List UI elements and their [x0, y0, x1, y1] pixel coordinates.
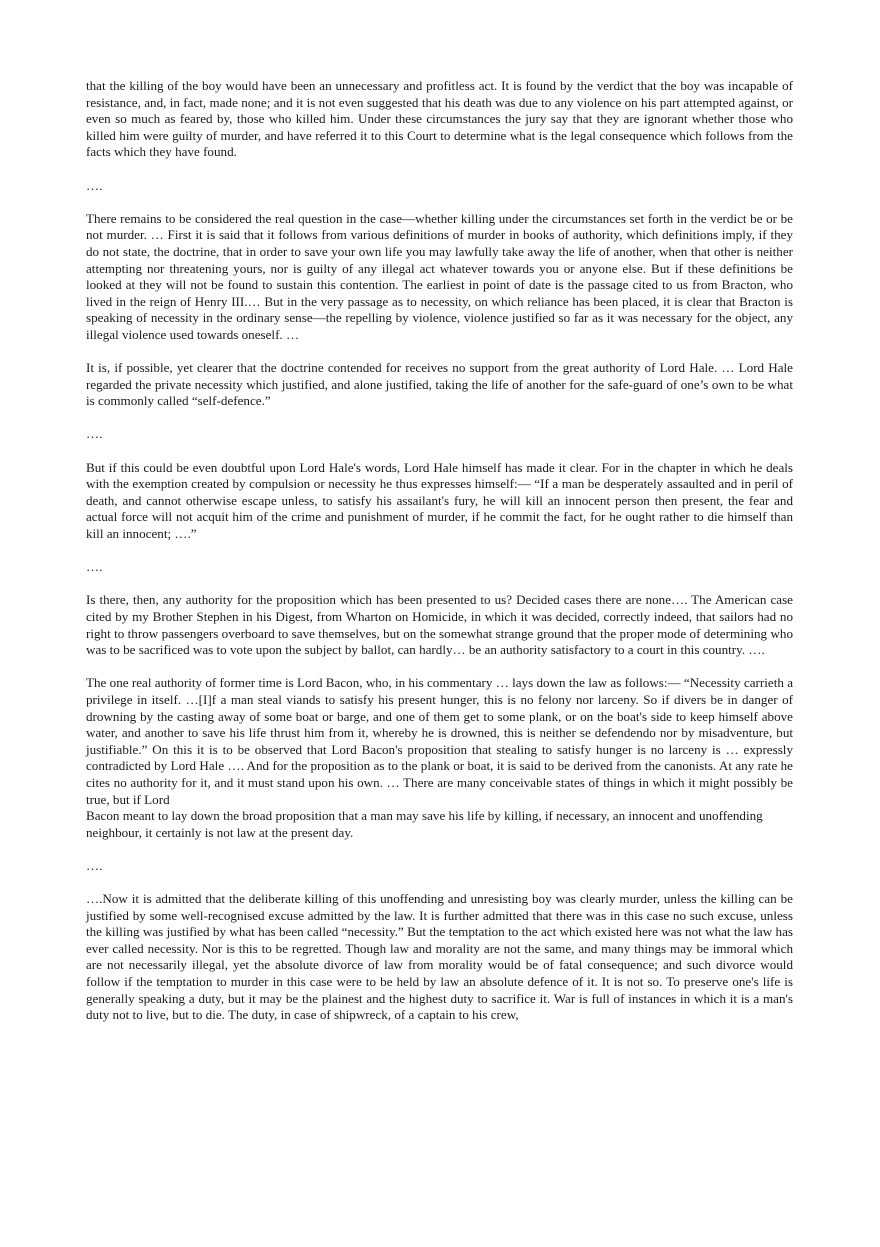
paragraph-authority: Is there, then, any authority for the proposition which has been presented to us? Decided cases there are none…. The American case cited by my Brother Stephen in his Digest, from Wharton on Homicide, in which it was decided, correctly indeed, that sailors had no right to throw passengers overboard to save themselves, but on the somewhat strange ground that the proper mode of determining who was to be sacrificed was to vote upon the subject by ballot, can hardly… be an authority satisfactory to a court in this country. ….: [86, 592, 793, 658]
ellipsis-separator: ….: [86, 426, 103, 442]
ellipsis-separator: ….: [86, 559, 103, 575]
paragraph-bacon-continued: Bacon meant to lay down the broad proposition that a man may save his life by killing, if necessary, an innocent and unoffending neighbour, it certainly is not law at the present day.: [86, 808, 763, 840]
document-page: [86, 78, 793, 1040]
paragraph-verdict: that the killing of the boy would have been an unnecessary and profitless act. It is found by the verdict that the boy was incapable of resistance, and, in fact, made none; and it is not even suggested that his death was due to any violence on his part attempted against, or even so much as feared by, those who killed him. Under these circumstances the jury say that they are ignorant whether those who killed him were guilty of murder, and have referred it to this Court to determine what is the legal consequence which follows from the facts which they have found.: [86, 78, 793, 160]
paragraph-lord-bacon: The one real authority of former time is Lord Bacon, who, in his commentary … lays down the law as follows:— “Necessity carrieth a privilege in itself. …[I]f a man steal viands to satisfy his present hunger, this is no felony nor larceny. So if divers be in danger of drowning by the casting away of some boat or barge, and one of them get to some plank, or on the boat's side to keep himself above water, and another to save his life thrust him from it, whereby he is drowned, this is neither se defendendo nor by misadventure, but justifiable.” On this it is to be observed that Lord Bacon's proposition that stealing to satisfy hunger is no larceny is … expressly contradicted by Lord Hale …. And for the proposition as to the plank or boat, it is said to be derived from the canonists. At any rate he cites no authority for it, and it must stand upon his own. … There are many conceivable states of things in which it might possibly be true, but if Lord: [86, 675, 793, 807]
paragraph-real-question: There remains to be considered the real question in the case—whether killing under the circumstances set forth in the verdict be or be not murder. … First it is said that it follows from various definitions of murder in books of authority, which definitions imply, if they do not state, the doctrine, that in order to save your own life you may lawfully take away the life of another, when that other is neither attempting nor threatening yours, nor is guilty of any illegal act whatever towards you or anyone else. But if these definitions be looked at they will not be found to sustain this contention. The earliest in point of date is the passage cited to us from Bracton, who lived in the reign of Henry III.… But in the very passage as to necessity, on which reliance has been placed, it is clear that Bracton is speaking of necessity in the ordinary sense—the repelling by violence, violence justified so far as it was necessary for the object, any illegal violence used towards oneself. …: [86, 210, 793, 342]
paragraph-lord-hale: It is, if possible, yet clearer that the doctrine contended for receives no support from the great authority of Lord Hale. … Lord Hale regarded the private necessity which justified, and alone justified, taking the life of another for the safe-guard of one’s own to be what is commonly called “self-defence.”: [86, 360, 793, 409]
ellipsis-separator: ….: [86, 177, 103, 193]
paragraph-necessity: ….Now it is admitted that the deliberate killing of this unoffending and unresisting boy was clearly murder, unless the killing can be justified by some well-recognised excuse admitted by the law. It is further admitted that there was in this case no such excuse, unless the killing was justified by what has been called “necessity.” But the temptation to the act which existed here was not what the law has ever called necessity. Nor is this to be regretted. Though law and morality are not the same, and many things may be immoral which are not necessarily illegal, yet the absolute divorce of law from morality would be of fatal consequence; and such divorce would follow if the temptation to murder in this case were to be held by law an absolute defence of it. It is not so. To preserve one's life is generally speaking a duty, but it may be the plainest and the highest duty to sacrifice it. War is full of instances in which it is a man's duty not to live, but to die. The duty, in case of shipwreck, of a captain to his crew,: [86, 891, 793, 1023]
paragraph-hale-clear: But if this could be even doubtful upon Lord Hale's words, Lord Hale himself has made it clear. For in the chapter in which he deals with the exemption created by compulsion or necessity he thus expresses himself:— “If a man be desperately assaulted and in peril of death, and cannot otherwise escape unless, to satisfy his assailant's fury, he will kill an innocent person then present, the fear and actual force will not acquit him of the crime and punishment of murder, if he commit the fact, for he ought rather to die himself than kill an innocent; ….”: [86, 459, 793, 542]
ellipsis-separator: ….: [86, 857, 103, 873]
